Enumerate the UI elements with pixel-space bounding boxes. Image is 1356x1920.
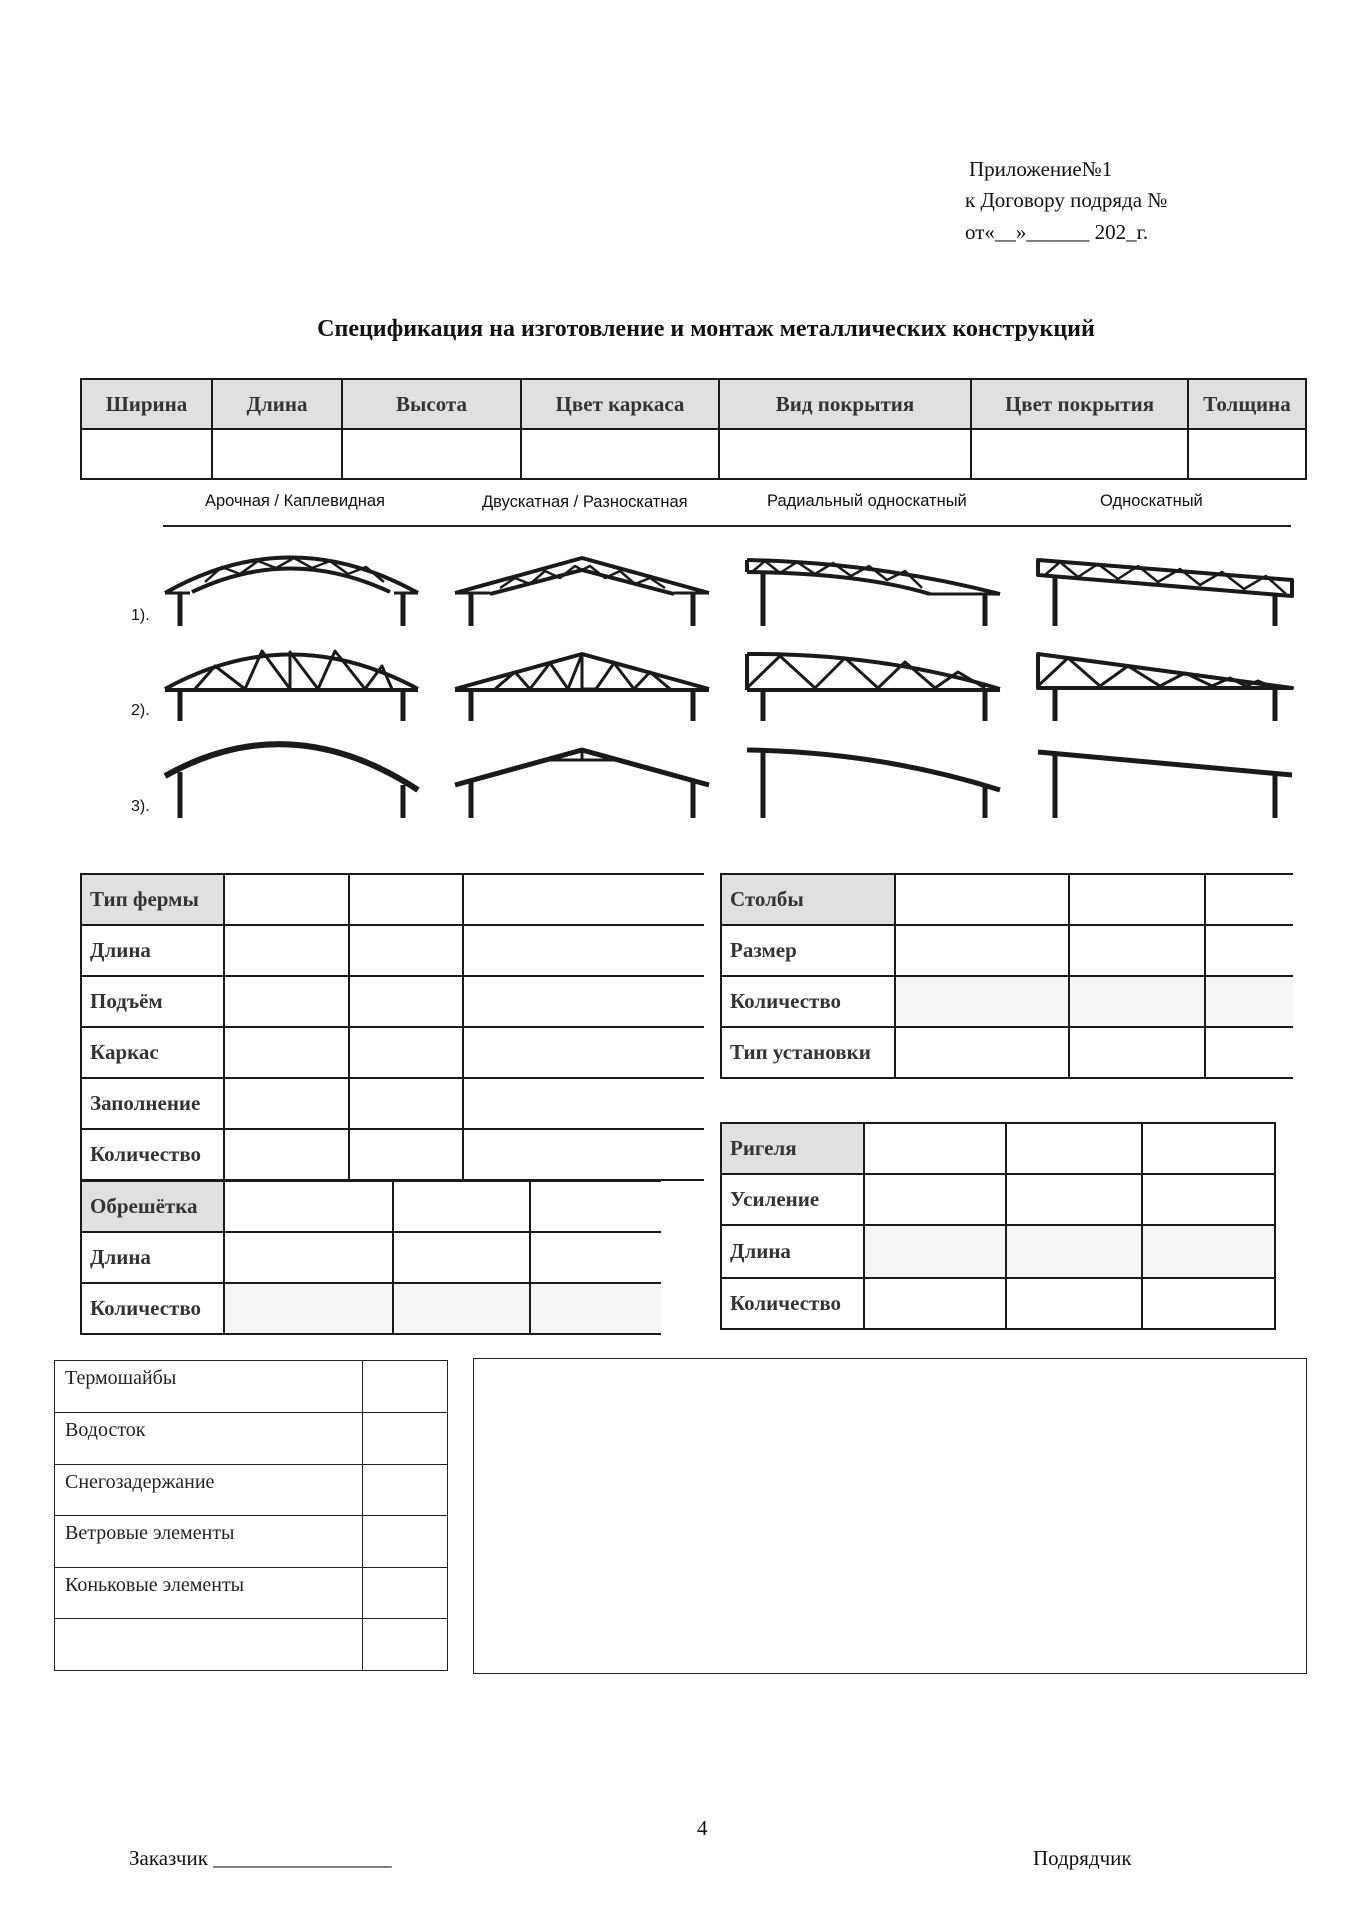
truss-diagrams — [0, 0, 1356, 860]
contract-reference: к Договору подряда № — [965, 188, 1168, 212]
girders-label: Ригеля — [721, 1123, 864, 1174]
posts-size-cell-2[interactable] — [1069, 925, 1205, 976]
contractor-signature: Подрядчик — [1033, 1846, 1132, 1870]
header-coating-color: Цвет покрытия — [971, 379, 1188, 429]
posts-size-cell-1[interactable] — [895, 925, 1069, 976]
extra-row-cell[interactable] — [363, 1619, 448, 1671]
wind-elements-cell[interactable] — [363, 1516, 448, 1568]
girders-reinforcement-cell-1[interactable] — [864, 1174, 1006, 1225]
truss-length-cell-1[interactable] — [224, 925, 349, 976]
radial-single-beam — [747, 750, 1000, 818]
truss-frame-label: Каркас — [81, 1027, 224, 1078]
girders-length-cell-3[interactable] — [1142, 1225, 1275, 1278]
lathing-quantity-cell-2[interactable] — [393, 1283, 530, 1334]
truss-length-label: Длина — [81, 925, 224, 976]
extra-row-label[interactable] — [55, 1619, 363, 1671]
girders-cell-2[interactable] — [1006, 1123, 1142, 1174]
gutter-cell[interactable] — [363, 1413, 448, 1465]
girders-table — [720, 1122, 1276, 1330]
girders-reinforcement-label: Усиление — [721, 1174, 864, 1225]
header-width: Ширина — [81, 379, 212, 429]
girders-length-cell-2[interactable] — [1006, 1225, 1142, 1278]
truss-type-cell-2[interactable] — [349, 874, 463, 925]
radial-single-truss-lattice — [747, 560, 1000, 626]
posts-cell-2[interactable] — [1069, 874, 1205, 925]
lathing-cell-3[interactable] — [530, 1181, 661, 1232]
header-length: Длина — [212, 379, 342, 429]
truss-type-label: Тип фермы — [81, 874, 224, 925]
snow-guard-cell[interactable] — [363, 1465, 448, 1516]
truss-type-cell-1[interactable] — [224, 874, 349, 925]
posts-install-type-cell-2[interactable] — [1069, 1027, 1205, 1078]
snow-guard-label: Снегозадержание — [55, 1465, 363, 1516]
lathing-quantity-cell-1[interactable] — [224, 1283, 393, 1334]
lathing-quantity-label: Количество — [81, 1283, 224, 1334]
thermal-washers-label: Термошайбы — [55, 1361, 363, 1413]
roof-type-single-slope: Односкатный — [1100, 492, 1203, 510]
lathing-quantity-cell-3[interactable] — [530, 1283, 661, 1334]
gable-beam — [455, 750, 709, 818]
posts-label: Столбы — [721, 874, 895, 925]
variant-1-label: 1). — [131, 607, 150, 624]
lathing-cell-1[interactable] — [224, 1181, 393, 1232]
lathing-length-cell-1[interactable] — [224, 1232, 393, 1283]
thermal-washers-cell[interactable] — [363, 1361, 448, 1413]
single-slope-beam — [1038, 752, 1292, 818]
variant-2-label: 2). — [131, 702, 150, 719]
extras-table — [54, 1360, 448, 1671]
truss-quantity-cell-3[interactable] — [463, 1129, 704, 1180]
posts-cell-3[interactable] — [1205, 874, 1293, 925]
truss-rise-cell-2[interactable] — [349, 976, 463, 1027]
page-title: Спецификация на изготовление и монтаж металлических конструкций — [317, 316, 1095, 342]
truss-infill-cell-3[interactable] — [463, 1078, 704, 1129]
girders-quantity-cell-2[interactable] — [1006, 1278, 1142, 1329]
ridge-elements-cell[interactable] — [363, 1568, 448, 1619]
lathing-cell-2[interactable] — [393, 1181, 530, 1232]
girders-reinforcement-cell-2[interactable] — [1006, 1174, 1142, 1225]
truss-infill-cell-1[interactable] — [224, 1078, 349, 1129]
girders-quantity-cell-1[interactable] — [864, 1278, 1006, 1329]
roof-type-arched: Арочная / Каплевидная — [205, 492, 385, 510]
lathing-table — [80, 1180, 661, 1335]
truss-infill-cell-2[interactable] — [349, 1078, 463, 1129]
wind-elements-label: Ветровые элементы — [55, 1516, 363, 1568]
single-slope-truss-king-post — [1038, 654, 1292, 721]
customer-signature: Заказчик _________________ — [129, 1846, 392, 1870]
header-frame-color: Цвет каркаса — [521, 379, 719, 429]
truss-frame-cell-3[interactable] — [463, 1027, 704, 1078]
arched-truss-lattice — [165, 558, 418, 627]
posts-size-cell-3[interactable] — [1205, 925, 1293, 976]
contract-date: от«__»______ 202_г. — [965, 220, 1149, 244]
header-height: Высота — [342, 379, 521, 429]
lathing-length-cell-3[interactable] — [530, 1232, 661, 1283]
girders-cell-1[interactable] — [864, 1123, 1006, 1174]
posts-install-type-cell-3[interactable] — [1205, 1027, 1293, 1078]
girders-quantity-cell-3[interactable] — [1142, 1278, 1275, 1329]
notes-box[interactable] — [473, 1358, 1307, 1674]
truss-frame-cell-1[interactable] — [224, 1027, 349, 1078]
gable-truss-lattice — [455, 558, 709, 626]
lathing-length-label: Длина — [81, 1232, 224, 1283]
truss-quantity-cell-2[interactable] — [349, 1129, 463, 1180]
roof-type-radial-single: Радиальный односкатный — [767, 492, 967, 510]
posts-quantity-label: Количество — [721, 976, 895, 1027]
posts-table — [720, 873, 1293, 1079]
truss-quantity-cell-1[interactable] — [224, 1129, 349, 1180]
header-coating-type: Вид покрытия — [719, 379, 971, 429]
girders-quantity-label: Количество — [721, 1278, 864, 1329]
truss-infill-label: Заполнение — [81, 1078, 224, 1129]
radial-single-truss-king-post — [747, 654, 1000, 721]
truss-quantity-label: Количество — [81, 1129, 224, 1180]
truss-length-cell-3[interactable] — [463, 925, 704, 976]
appendix-number: Приложение№1 — [969, 157, 1113, 181]
lathing-label: Обрешётка — [81, 1181, 224, 1232]
posts-install-type-cell-1[interactable] — [895, 1027, 1069, 1078]
posts-cell-1[interactable] — [895, 874, 1069, 925]
lathing-length-cell-2[interactable] — [393, 1232, 530, 1283]
variant-3-label: 3). — [131, 798, 150, 815]
truss-type-cell-3[interactable] — [463, 874, 704, 925]
truss-rise-label: Подъём — [81, 976, 224, 1027]
truss-length-cell-2[interactable] — [349, 925, 463, 976]
gutter-label: Водосток — [55, 1413, 363, 1465]
truss-frame-cell-2[interactable] — [349, 1027, 463, 1078]
truss-rise-cell-1[interactable] — [224, 976, 349, 1027]
posts-quantity-cell-3[interactable] — [1205, 976, 1293, 1027]
ridge-elements-label: Коньковые элементы — [55, 1568, 363, 1619]
single-slope-truss-lattice — [1038, 560, 1292, 626]
girders-length-cell-1[interactable] — [864, 1225, 1006, 1278]
girders-length-label: Длина — [721, 1225, 864, 1278]
roof-type-gable: Двускатная / Разноскатная — [482, 493, 688, 511]
girders-cell-3[interactable] — [1142, 1123, 1275, 1174]
posts-size-label: Размер — [721, 925, 895, 976]
posts-quantity-cell-1[interactable] — [895, 976, 1069, 1027]
truss-table — [80, 873, 704, 1181]
posts-quantity-cell-2[interactable] — [1069, 976, 1205, 1027]
truss-rise-cell-3[interactable] — [463, 976, 704, 1027]
page-number: 4 — [697, 1816, 708, 1840]
header-thickness: Толщина — [1188, 379, 1306, 429]
gable-truss-king-post — [455, 654, 709, 721]
arched-beam — [165, 744, 418, 818]
arched-truss-king-post — [165, 651, 418, 721]
posts-install-type-label: Тип установки — [721, 1027, 895, 1078]
girders-reinforcement-cell-3[interactable] — [1142, 1174, 1275, 1225]
